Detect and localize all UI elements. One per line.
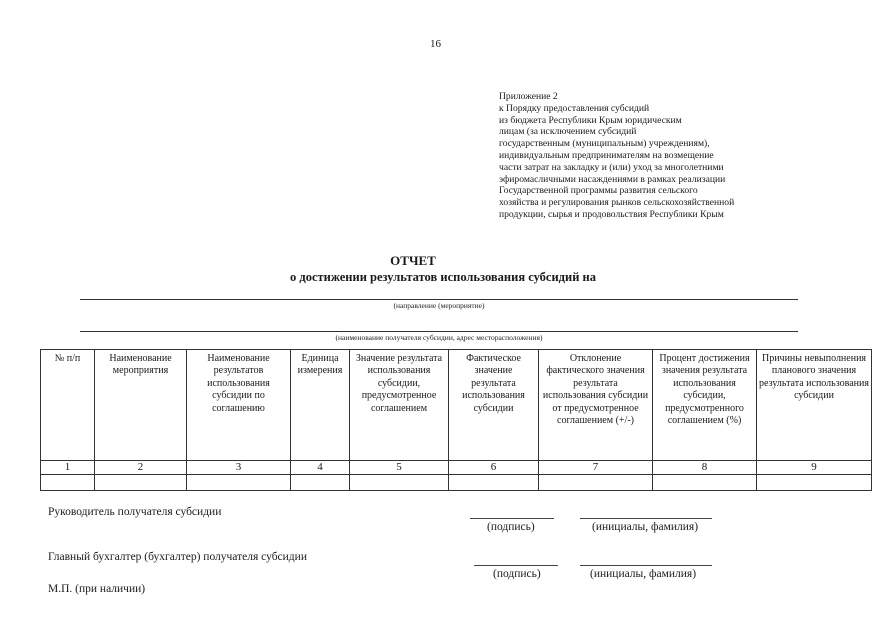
accountant-signature-caption: (подпись)	[493, 568, 541, 580]
stamp-label: М.П. (при наличии)	[48, 583, 146, 595]
table-row	[41, 475, 872, 491]
appendix-line: эфиромасличными насаждениями в рамках реализации	[499, 173, 726, 185]
appendix-line: государственным (муниципальным) учреждениям),	[499, 138, 710, 150]
head-signature-caption: (подпись)	[487, 521, 535, 533]
column-number: 5	[350, 461, 449, 475]
report-table	[40, 349, 872, 491]
table-cell[interactable]	[653, 475, 757, 491]
accountant-name-caption: (инициалы, фамилия)	[590, 568, 697, 580]
appendix-line: из бюджета Республики Крым юридическим	[499, 114, 682, 126]
appendix-line: Государственной программы развития сельского	[499, 185, 698, 197]
direction-fill-line[interactable]	[80, 299, 798, 300]
accountant-name-line[interactable]	[580, 565, 712, 566]
column-number: 4	[291, 461, 350, 475]
column-header: Единица измерения	[291, 350, 350, 461]
page-number: 16	[430, 38, 441, 50]
report-title: ОТЧЕТ	[390, 253, 436, 268]
accountant-signature-label: Главный бухгалтер (бухгалтер) получателя субсидии	[48, 551, 307, 563]
head-name-line[interactable]	[580, 518, 712, 519]
column-header: Наименование мероприятия	[95, 350, 187, 461]
column-number: 6	[449, 461, 539, 475]
column-number: 2	[95, 461, 187, 475]
column-header: Значение результата использования субсидии, предусмотренное соглашением	[350, 350, 449, 461]
table-cell[interactable]	[350, 475, 449, 491]
appendix-line: части затрат на закладку и (или) уход за многолетними	[499, 161, 724, 173]
table-cell[interactable]	[539, 475, 653, 491]
recipient-fill-line[interactable]	[80, 331, 798, 332]
column-header: № п/п	[41, 350, 95, 461]
appendix-line: хозяйства и регулирования рынков сельскохозяйственной	[499, 197, 735, 209]
recipient-caption: (наименование получателя субсидии, адрес месторасположения)	[335, 333, 543, 342]
appendix-line: к Порядку предоставления субсидий	[499, 102, 650, 114]
direction-caption: (направление (мероприятие)	[393, 301, 485, 310]
appendix-header	[499, 91, 734, 221]
column-header: Наименование результатов использования субсидии по соглашению	[187, 350, 291, 461]
table-cell[interactable]	[449, 475, 539, 491]
report-subtitle: о достижении результатов использования субсидий на	[290, 270, 596, 284]
accountant-signature-line[interactable]	[474, 565, 558, 566]
table-cell[interactable]	[291, 475, 350, 491]
column-number: 8	[653, 461, 757, 475]
column-number-row	[41, 461, 872, 475]
column-header: Отклонение фактического значения результата использования субсидии от предусмотренное соглашением (+/-)	[539, 350, 653, 461]
appendix-line: индивидуальным предпринимателям на возмещение	[499, 149, 714, 161]
column-number: 7	[539, 461, 653, 475]
table-cell[interactable]	[95, 475, 187, 491]
appendix-line: Приложение 2	[499, 91, 558, 102]
table-cell[interactable]	[41, 475, 95, 491]
column-number: 9	[757, 461, 872, 475]
head-signature-label: Руководитель получателя субсидии	[48, 506, 222, 518]
head-name-caption: (инициалы, фамилия)	[592, 521, 699, 533]
table-cell[interactable]	[187, 475, 291, 491]
column-header: Фактическое значение результата использования субсидии	[449, 350, 539, 461]
column-number: 1	[41, 461, 95, 475]
column-header: Процент достижения значения результата использования субсидии, предусмотренного соглашением (%)	[653, 350, 757, 461]
appendix-line: лицам (за исключением субсидий	[499, 126, 637, 138]
table-cell[interactable]	[757, 475, 872, 491]
appendix-line: продукции, сырья и продовольствия Республики Крым	[499, 208, 724, 220]
table-header-row	[41, 350, 872, 461]
column-header: Причины невыполнения планового значения результата использования субсидии	[757, 350, 872, 461]
head-signature-line[interactable]	[470, 518, 554, 519]
column-number: 3	[187, 461, 291, 475]
